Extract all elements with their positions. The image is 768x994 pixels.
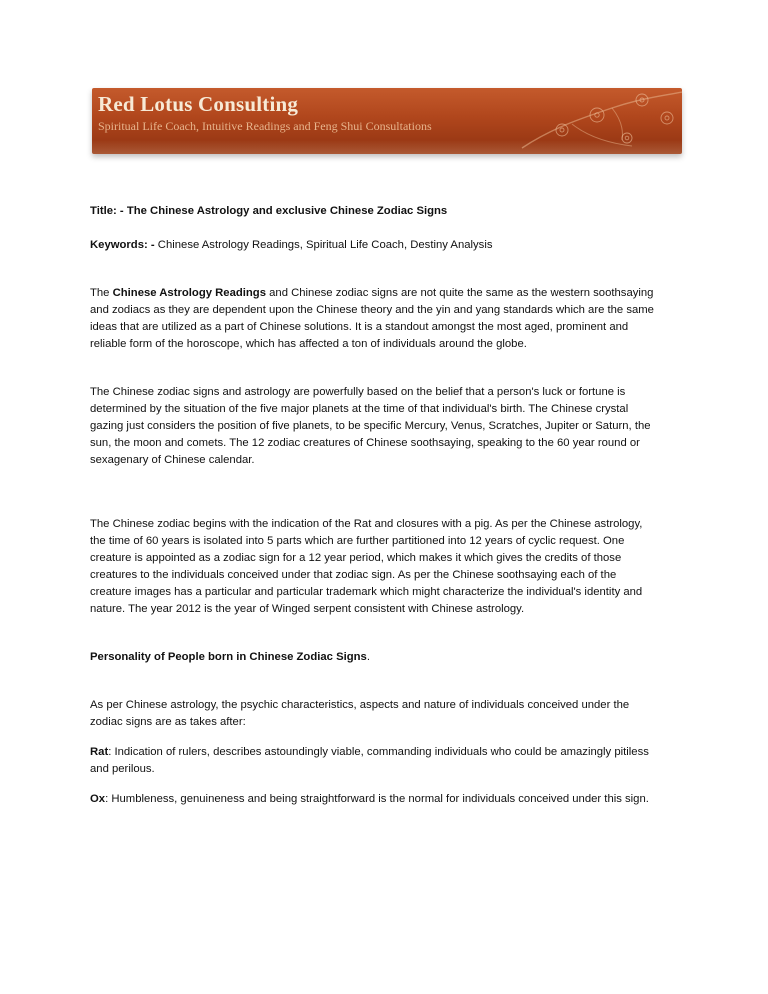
header-banner	[92, 88, 682, 154]
paragraph-planets: The Chinese zodiac signs and astrology are powerfully based on the belief that a person's luck or fortune is determined by the situation of the five major planets at the time of that individual's birth. The Chinese crystal gazing just considers the position of five planets, to be specific Mercury, Venus, Scratches, Jupiter or Saturn, the sun, the moon and comets. The 12 zodiac creatures of Chinese soothsaying, speaking to the 60 year round or sexagenary of Chinese calendar.	[90, 386, 651, 466]
rat-text: : Indication of rulers, describes astoundingly viable, commanding individuals who could be amazingly pitiless and perilous.	[90, 746, 649, 775]
doc-title	[90, 203, 660, 220]
sign-rat	[90, 744, 660, 778]
paragraph-characteristics: As per Chinese astrology, the psychic characteristics, aspects and nature of individuals conceived under the zodiac signs are as takes after:	[90, 699, 630, 728]
banner-tagline: Spiritual Life Coach, Intuitive Readings and Feng Shui Consultations	[98, 119, 432, 133]
paragraph-cycle: The Chinese zodiac begins with the indication of the Rat and closures with a pig. As per the Chinese astrology, the time of 60 years is isolated into 5 parts which are further partitioned into 12 years of cyclic request. One creature is appointed as a zodiac sign for a 12 year period, which makes it which gives the credits of those creatures to the individuals conceived under that zodiac sign. As per the Chinese soothsaying each of the creature images has a particular and particular trademark which might characterize the individual's identity and nature. The year 2012 is the year of Winged serpent consistent with Chinese astrology.	[90, 518, 643, 615]
paragraph-intro	[90, 285, 660, 353]
ox-label: Ox	[90, 793, 106, 805]
para1-bold: Chinese Astrology Readings	[112, 287, 266, 299]
para1-post: and Chinese zodiac signs are not quite the same as the western soothsaying and zodiacs as they are dependent upon the Chinese theory and the yin and yang standards which are the same ideas that are utilized as a part of Chinese solutions. It is a standout amongst the most aged, prominent and reliable form of the horoscope, which has affected a ton of individuals around the globe.	[90, 287, 654, 350]
sign-ox	[90, 791, 660, 808]
document-body	[90, 203, 660, 808]
ox-text: : Humbleness, genuineness and being straightforward is the normal for individuals conceived under this sign.	[105, 793, 649, 805]
title-text: The Chinese Astrology and exclusive Chinese Zodiac Signs	[126, 205, 448, 217]
keywords-label: Keywords: -	[90, 239, 155, 251]
heading-period: .	[366, 651, 370, 663]
heading-text: Personality of People born in Chinese Zodiac Signs	[90, 651, 367, 663]
para1-pre: The	[90, 287, 113, 299]
title-label: Title: -	[90, 205, 124, 217]
doc-keywords	[90, 237, 660, 254]
banner-glow	[92, 140, 682, 154]
keywords-text: Chinese Astrology Readings, Spiritual Life Coach, Destiny Analysis	[157, 239, 493, 251]
rat-label: Rat	[90, 746, 109, 758]
section-heading	[90, 649, 660, 666]
banner-company-name: Red Lotus Consulting	[98, 92, 299, 116]
